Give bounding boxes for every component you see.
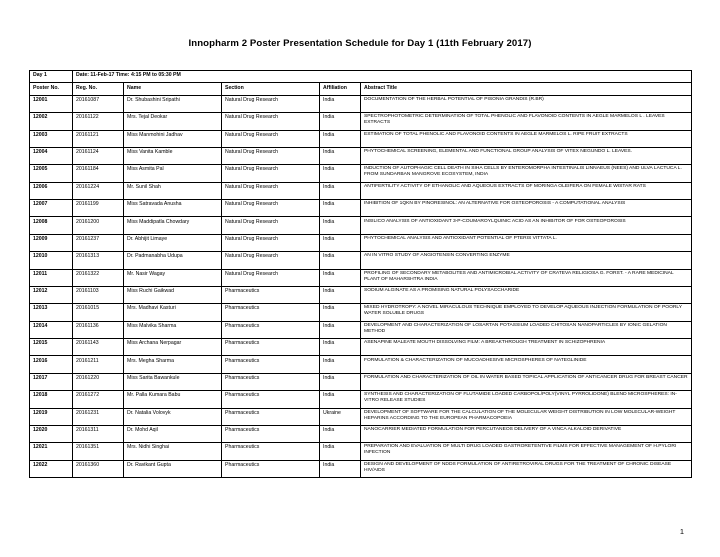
table-row <box>30 95 692 112</box>
table-row <box>30 217 692 234</box>
presenter-name: Mrs. Nidhi Singhai <box>124 443 222 460</box>
table-row <box>30 321 692 338</box>
section: Pharmaceutics <box>222 391 320 408</box>
reg-number: 20161220 <box>73 373 124 390</box>
affiliation: India <box>320 252 361 269</box>
table-row <box>30 356 692 373</box>
affiliation: India <box>320 443 361 460</box>
table-row <box>30 269 692 286</box>
presenter-name: Mrs. Tejal Deokar <box>124 113 222 130</box>
reg-number: 20161124 <box>73 147 124 164</box>
presenter-name: Dr. Abhijit Limaye <box>124 234 222 251</box>
affiliation: India <box>320 373 361 390</box>
day-row <box>30 71 692 83</box>
affiliation: India <box>320 165 361 182</box>
poster-number: 12003 <box>30 130 73 147</box>
abstract-title: PHYTOCHEMICAL ANALYSIS AND ANTIOXIDANT POTENTIAL OF PTERIS VITTATA L. <box>361 234 692 251</box>
section: Natural Drug Research <box>222 200 320 217</box>
presenter-name: Miss Satravada Anusha <box>124 200 222 217</box>
table-row <box>30 113 692 130</box>
section: Pharmaceutics <box>222 286 320 303</box>
column-header-affiliation: Affiliation <box>320 83 361 95</box>
presenter-name: Miss Malvika Sharma <box>124 321 222 338</box>
poster-number: 12018 <box>30 391 73 408</box>
poster-number: 12014 <box>30 321 73 338</box>
abstract-title: DEVELOPMENT OF SOFTWARE FOR THE CALCULATION OF THE MOLECULAR WEIGHT DISTRIBUTION IN LOW MOLECULAR-WEIGHT HEPARINS ACCORDING TO THE EUROPEAN PHARMACOPOEIA <box>361 408 692 425</box>
poster-number: 12017 <box>30 373 73 390</box>
poster-number: 12005 <box>30 165 73 182</box>
presenter-name: Dr. Mohd Aqil <box>124 425 222 442</box>
reg-number: 20161087 <box>73 95 124 112</box>
abstract-title: DOCUMENTATION OF THE HERBAL POTENTIAL OF PISONIA GRANDIS (R.BR) <box>361 95 692 112</box>
table-row <box>30 286 692 303</box>
reg-number: 20161231 <box>73 408 124 425</box>
section: Pharmaceutics <box>222 339 320 356</box>
poster-number: 12007 <box>30 200 73 217</box>
column-header-poster-no: Poster No. <box>30 83 73 95</box>
section: Natural Drug Research <box>222 269 320 286</box>
abstract-title: INHIBITION OF 1QKN BY PINORESINOL: AN ALTERNATIVE FOR OSTEOPOROSIS - A COMPUTATIONAL ANALYSIS <box>361 200 692 217</box>
reg-number: 20161322 <box>73 269 124 286</box>
poster-number: 12015 <box>30 339 73 356</box>
poster-number: 12021 <box>30 443 73 460</box>
presenter-name: Miss Ruchi Gaikwad <box>124 286 222 303</box>
table-row <box>30 339 692 356</box>
affiliation: India <box>320 234 361 251</box>
poster-number: 12009 <box>30 234 73 251</box>
section: Natural Drug Research <box>222 217 320 234</box>
section: Pharmaceutics <box>222 443 320 460</box>
poster-number: 12006 <box>30 182 73 199</box>
presenter-name: Miss Archana Nerpagar <box>124 339 222 356</box>
section: Natural Drug Research <box>222 95 320 112</box>
affiliation: India <box>320 95 361 112</box>
poster-number: 12019 <box>30 408 73 425</box>
poster-number: 12016 <box>30 356 73 373</box>
reg-number: 20161211 <box>73 356 124 373</box>
abstract-title: AN IN VITRO STUDY OF ANGIOTENSIN CONVERTING ENZYME <box>361 252 692 269</box>
poster-number: 12001 <box>30 95 73 112</box>
table-row <box>30 443 692 460</box>
date-time-info: Date: 11-Feb-17 Time: 4:15 PM to 05:30 PM <box>73 71 692 83</box>
table-row <box>30 147 692 164</box>
schedule-table <box>29 70 692 478</box>
presenter-name: Mrs. Megha Sharma <box>124 356 222 373</box>
section: Natural Drug Research <box>222 165 320 182</box>
poster-number: 12010 <box>30 252 73 269</box>
abstract-title: INDUCTION OF AUTOPHAGIC CELL DEATH IN SIHA CELLS BY ENTEROMORPHA INTESTINALIS LINNAEUS (NEES) AND ULVA LACTUCA L. FROM SUNDARBAN MANGROVE ECOSYSTEM, INDIA <box>361 165 692 182</box>
presenter-name: Dr. Padmanabha Udupa <box>124 252 222 269</box>
abstract-title: NANOCARRIER MEDIATED FORMULATION FOR PERCUTANEOS DELIVERY OF A VINCA ALKALOID DERIVATIVE <box>361 425 692 442</box>
affiliation: India <box>320 321 361 338</box>
presenter-name: Miss Sarita Bawankule <box>124 373 222 390</box>
section: Pharmaceutics <box>222 408 320 425</box>
table-row <box>30 252 692 269</box>
abstract-title: ANTIFERTILITY ACTIVITY OF ETHANOLIC AND AQUEOUS EXTRACTS OF MORINGA OLEIFERA ON FEMALE WISTAR RATS <box>361 182 692 199</box>
column-header-abstract-title: Abstract Title <box>361 83 692 95</box>
table-row <box>30 165 692 182</box>
presenter-name: Dr. Ravikant Gupta <box>124 460 222 477</box>
poster-number: 12004 <box>30 147 73 164</box>
table-row <box>30 130 692 147</box>
affiliation: India <box>320 182 361 199</box>
page-number: 1 <box>679 527 684 536</box>
abstract-title: ESTIMATION OF TOTAL PHENOLIC AND FLAVONOID CONTENTS IN AEGLE MARMELOS L. RIPE FRUIT EXTRACTS <box>361 130 692 147</box>
abstract-title: SPECTROPHOTOMETRIC DETERMINATION OF TOTAL PHENOLIC AND FLAVONOID CONTENTS IN AEGLE MARMELOS L . LEAVES EXTRACTS <box>361 113 692 130</box>
affiliation: India <box>320 391 361 408</box>
presenter-name: Miss Asmita Pal <box>124 165 222 182</box>
affiliation: India <box>320 147 361 164</box>
presenter-name: Miss Manmohini Jadhav <box>124 130 222 147</box>
section: Natural Drug Research <box>222 113 320 130</box>
table-row <box>30 373 692 390</box>
affiliation: India <box>320 460 361 477</box>
presenter-name: Mr. Sunil Shah <box>124 182 222 199</box>
reg-number: 20161136 <box>73 321 124 338</box>
abstract-title: FORMULATION & CHARACTERIZATION OF MUCOADHESIVE MICROSPHERES OF NATEGLINIDE <box>361 356 692 373</box>
reg-number: 20161184 <box>73 165 124 182</box>
reg-number: 20161143 <box>73 339 124 356</box>
abstract-title: SYNTHESIS AND CHARACTERIZATION OF FLUTAMIDE LOADED CARBOPOL/POLY(VINYL PYRROLIDONE) BLEND MICROSPHERES: IN-VITRO RELEASE STUDIES <box>361 391 692 408</box>
table-row <box>30 304 692 321</box>
section: Natural Drug Research <box>222 130 320 147</box>
table-row <box>30 460 692 477</box>
reg-number: 20161360 <box>73 460 124 477</box>
reg-number: 20161311 <box>73 425 124 442</box>
page-title: Innopharm 2 Poster Presentation Schedule for Day 1 (11th February 2017) <box>188 38 532 49</box>
poster-number: 12002 <box>30 113 73 130</box>
section: Natural Drug Research <box>222 234 320 251</box>
presenter-name: Dr. Natalia Volovyk <box>124 408 222 425</box>
section: Natural Drug Research <box>222 182 320 199</box>
affiliation: India <box>320 425 361 442</box>
presenter-name: Mrs. Madhavi Kasturi <box>124 304 222 321</box>
section: Pharmaceutics <box>222 321 320 338</box>
abstract-title: SODIUM ALGINATE AS A PROMISING NATURAL POLYSACCHARIDE <box>361 286 692 303</box>
reg-number: 20161103 <box>73 286 124 303</box>
poster-number: 12022 <box>30 460 73 477</box>
presenter-name: Miss Vanita Kamble <box>124 147 222 164</box>
abstract-title: MIXED HYDROTROPY: A NOVEL MIRACULOUS TECHNIQUE EMPLOYED TO DEVELOP AQUEOUS INJECTION FORMULATION OF POORLY WATER SOLUBLE DRUGS <box>361 304 692 321</box>
table-row <box>30 391 692 408</box>
reg-number: 20161199 <box>73 200 124 217</box>
reg-number: 20161015 <box>73 304 124 321</box>
table-row <box>30 425 692 442</box>
section: Pharmaceutics <box>222 304 320 321</box>
poster-number: 12013 <box>30 304 73 321</box>
abstract-title: PHYTOCHEMICAL SCREENING, ELEMENTAL AND FUNCTIONAL GROUP ANALYSIS OF VITEX NEGUNDO L. LEAVES. <box>361 147 692 164</box>
reg-number: 20161351 <box>73 443 124 460</box>
column-header-row <box>30 83 692 95</box>
affiliation: India <box>320 130 361 147</box>
reg-number: 20161313 <box>73 252 124 269</box>
table-row <box>30 182 692 199</box>
section: Natural Drug Research <box>222 252 320 269</box>
presenter-name: Miss Maddipatla Chowdary <box>124 217 222 234</box>
poster-number: 12012 <box>30 286 73 303</box>
affiliation: India <box>320 113 361 130</box>
affiliation: India <box>320 339 361 356</box>
affiliation: India <box>320 304 361 321</box>
table-row <box>30 200 692 217</box>
abstract-title: DEVELOPMENT AND CHARACTERIZATION OF LOSARTAN POTASSIUM LOADED CHITOSAN NANOPARTICLES BY IONIC GELATION METHOD <box>361 321 692 338</box>
section: Pharmaceutics <box>222 373 320 390</box>
table-row <box>30 234 692 251</box>
abstract-title: PROFILING OF SECONDARY METABOLITES AND ANTIMICROBIAL ACTIVITY OF CRATEVA RELIGIOSA G. FORST. - A RARE MEDICINAL PLANT OF MAHARSHTRA INDIA <box>361 269 692 286</box>
affiliation: India <box>320 356 361 373</box>
section: Pharmaceutics <box>222 460 320 477</box>
abstract-title: FORMULATION AND CHARACTERIZATION OF OIL IN WATER BASED TOPICAL APPLICATION OF ANTICANCER DRUG FOR BREAST CANCER <box>361 373 692 390</box>
affiliation: India <box>320 286 361 303</box>
affiliation: India <box>320 200 361 217</box>
affiliation: Ukraine <box>320 408 361 425</box>
reg-number: 20161121 <box>73 130 124 147</box>
poster-number: 12008 <box>30 217 73 234</box>
presenter-name: Dr. Shubashini Sripathi <box>124 95 222 112</box>
affiliation: India <box>320 269 361 286</box>
reg-number: 20161200 <box>73 217 124 234</box>
reg-number: 20161122 <box>73 113 124 130</box>
section: Natural Drug Research <box>222 147 320 164</box>
poster-number: 12011 <box>30 269 73 286</box>
reg-number: 20161237 <box>73 234 124 251</box>
abstract-title: ASENAPINE MALEATE MOUTH DISSOLVING FILM: A BREAKTHROUGH TREATMENT IN SCHIZOPHRENIA <box>361 339 692 356</box>
column-header-name: Name <box>124 83 222 95</box>
abstract-title: INSILICO ANALYSIS OF ANTIOXIDANT 3-P-COUMAROYLQUINIC ACID AS AN INHIBITOR OF FOR OSTEOPOROSIS <box>361 217 692 234</box>
reg-number: 20161272 <box>73 391 124 408</box>
abstract-title: DESIGN AND DEVELOPMENT OF NDDS FORMULATION OF ANTIRETROVIRAL DRUGS FOR THE TREATMENT OF CHRONIC DISEASE HIV/AIDS <box>361 460 692 477</box>
section: Pharmaceutics <box>222 425 320 442</box>
abstract-title: PREPARATION AND EVALUATION OF MULTI DRUG LOADED GASTRORETENTIVE FILMS FOR EFFECTIVE MANAGEMENT OF H.PYLORI INFECTION <box>361 443 692 460</box>
presenter-name: Mr. Palla Kumara Babu <box>124 391 222 408</box>
column-header-reg-no: Reg. No. <box>73 83 124 95</box>
column-header-section: Section <box>222 83 320 95</box>
presenter-name: Mr. Nasir Wagay <box>124 269 222 286</box>
affiliation: India <box>320 217 361 234</box>
reg-number: 20161224 <box>73 182 124 199</box>
poster-number: 12020 <box>30 425 73 442</box>
day-label: Day 1 <box>30 71 73 83</box>
section: Pharmaceutics <box>222 356 320 373</box>
table-row <box>30 408 692 425</box>
